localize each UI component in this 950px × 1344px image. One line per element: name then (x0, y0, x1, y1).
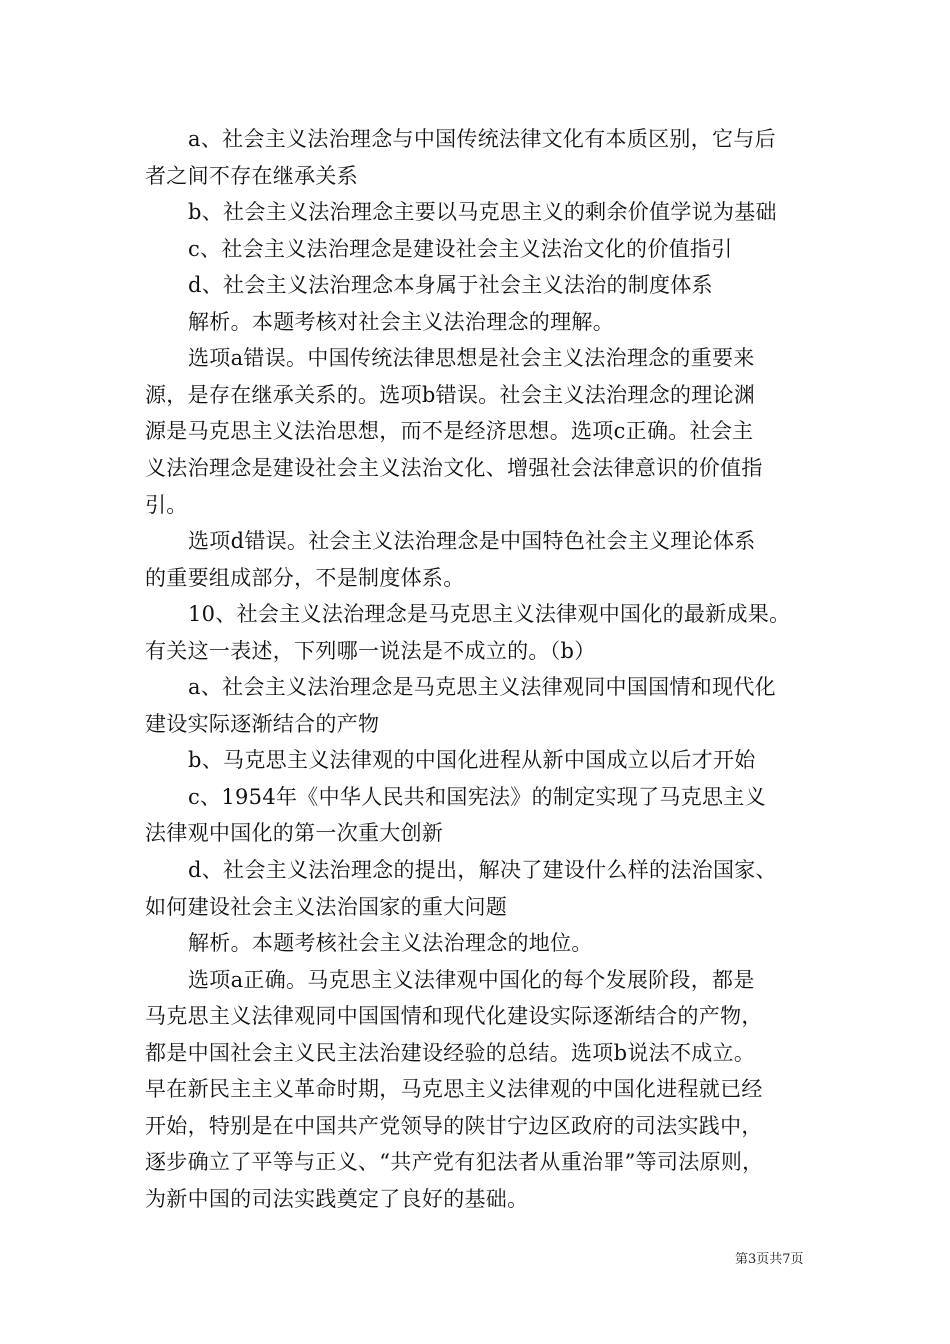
text-line: 的重要组成部分，不是制度体系。 (145, 565, 465, 590)
text-line: 都是中国社会主义民主法治建设经验的总结。选项b说法不成立。 (145, 1040, 756, 1065)
text-line: 选项a正确。马克思主义法律观中国化的每个发展阶段，都是 (188, 967, 755, 992)
text-line: b、马克思主义法律观的中国化进程从新中国成立以后才开始 (188, 748, 756, 773)
text-line: 为新中国的司法实践奠定了良好的基础。 (145, 1186, 529, 1211)
text-line: c、1954年《中华人民共和国宪法》的制定实现了马克思主义 (188, 784, 766, 809)
text-line: 如何建设社会主义法治国家的重大问题 (145, 894, 508, 919)
text-line: 开始，特别是在中国共产党领导的陕甘宁边区政府的司法实践中， (145, 1113, 763, 1138)
text-line: b、社会主义法治理念主要以马克思主义的剩余价值学说为基础 (188, 200, 777, 225)
text-line: 马克思主义法律观同中国国情和现代化建设实际逐渐结合的产物， (145, 1004, 763, 1029)
text-line: 逐步确立了平等与正义、“共产党有犯法者从重治罪”等司法原则， (145, 1150, 764, 1175)
text-line: 10、社会主义法治理念是马克思主义法律观中国化的最新成果。 (188, 602, 791, 627)
text-line: 有关这一表述，下列哪一说法是不成立的。（b） (145, 638, 596, 663)
text-line: d、社会主义法治理念本身属于社会主义法治的制度体系 (188, 273, 713, 298)
text-line: c、社会主义法治理念是建设社会主义法治文化的价值指引 (188, 236, 733, 261)
text-line: a、社会主义法治理念是马克思主义法律观同中国国情和现代化 (188, 675, 776, 700)
text-line: 引。 (145, 492, 188, 517)
text-line: 解析。本题考核对社会主义法治理念的理解。 (188, 309, 614, 334)
text-line: 法律观中国化的第一次重大创新 (145, 821, 444, 846)
text-line: d、社会主义法治理念的提出，解决了建设什么样的法治国家、 (188, 858, 777, 882)
text-line: 选项d错误。社会主义法治理念是中国特色社会主义理论体系 (188, 529, 756, 554)
text-line: 选项a错误。中国传统法律思想是社会主义法治理念的重要来 (188, 346, 755, 371)
text-line: 者之间不存在继承关系 (145, 163, 358, 188)
page-number: 第3页共7页 (735, 1252, 804, 1267)
text-line: 源，是存在继承关系的。选项b错误。社会主义法治理念的理论渊 (145, 382, 756, 407)
text-line: 建设实际逐渐结合的产物 (145, 711, 380, 736)
text-line: 源是马克思主义法治思想，而不是经济思想。选项c正确。社会主 (145, 419, 754, 444)
text-line: 早在新民主主义革命时期，马克思主义法律观的中国化进程就已经 (145, 1077, 763, 1102)
text-line: a、社会主义法治理念与中国传统法律文化有本质区别，它与后 (188, 127, 776, 151)
text-line: 义法治理念是建设社会主义法治文化、增强社会法律意识的价值指 (145, 455, 763, 480)
text-line: 解析。本题考核社会主义法治理念的地位。 (188, 931, 593, 956)
